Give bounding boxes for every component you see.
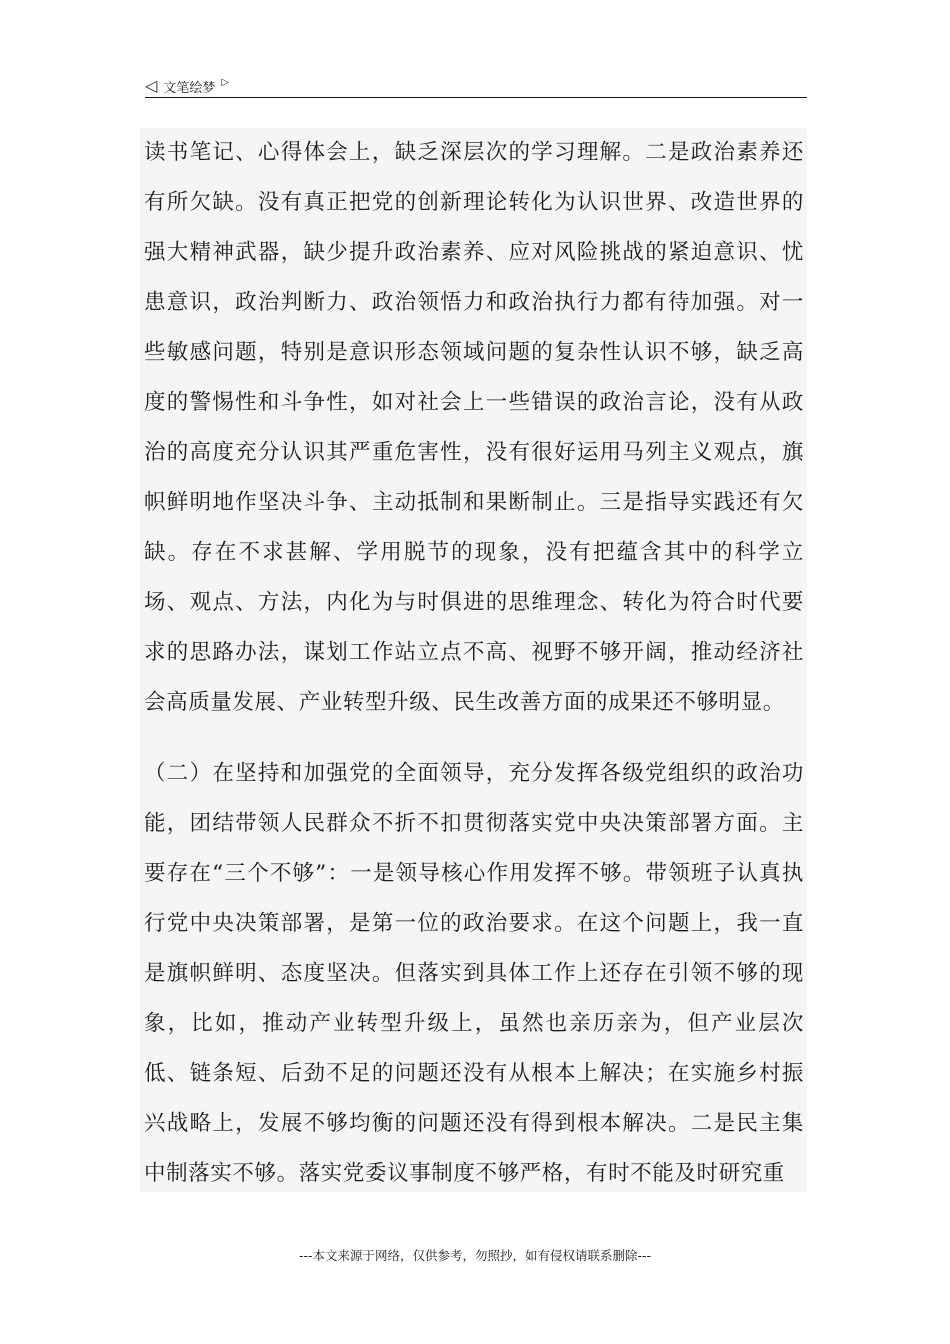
header-title: 文笔绘梦 [163,80,216,96]
paragraph-1: 读书笔记、心得体会上，缺乏深层次的学习理解。二是政治素养还有所欠缺。没有真正把党的创新理论转化为认识世界、改造世界的强大精神武器，缺少提升政治素养、应对风险挑战的紧迫意识、忧患意识，政治判断力、政治领悟力和政治执行力都有待加强。对一些敏感问题，特别是意识形态领域问题的复杂性认识不够，缺乏高度的警惕性和斗争性，如对社会上一些错误的政治言论，没有从政治的高度充分认识其严重危害性，没有很好运用马列主义观点，旗帜鲜明地作坚决斗争、主动抵制和果断制止。三是指导实践还有欠缺。存在不求甚解、学用脱节的现象，没有把蕴含其中的科学立场、观点、方法，内化为与时俱进的思维理念、转化为符合时代要求的思路办法，谋划工作站立点不高、视野不够开阔，推动经济社会高质量发展、产业转型升级、民生改善方面的成果还不够明显。 [144,140,804,715]
page-header [145,74,807,98]
document-body [140,128,807,1192]
paragraph-2: （二）在坚持和加强党的全面领导，充分发挥各级党组织的政治功能，团结带领人民群众不折不扣贯彻落实党中央决策部署方面。主要存在“三个不够”：一是领导核心作用发挥不够。带领班子认真执行党中央决策部署，是第一位的政治要求。在这个问题上，我一直是旗帜鲜明、态度坚决。但落实到具体工作上还存在引领不够的现象，比如，推动产业转型升级上，虽然也亲历亲为，但产业层次低、链条短、后劲不足的问题还没有从根本上解决；在实施乡村振兴战略上，发展不够均衡的问题还没有得到根本解决。二是民主集中制落实不够。落实党委议事制度不够严格，有时不能及时研究重 [144,761,804,1186]
triangle-right-icon: ▷ [221,77,230,88]
triangle-left-icon: ◁ [145,76,158,95]
header-divider [145,97,807,98]
footer-notice: ---本文来源于网络，仅供参考，勿照抄，如有侵权请联系删除--- [298,1248,652,1263]
